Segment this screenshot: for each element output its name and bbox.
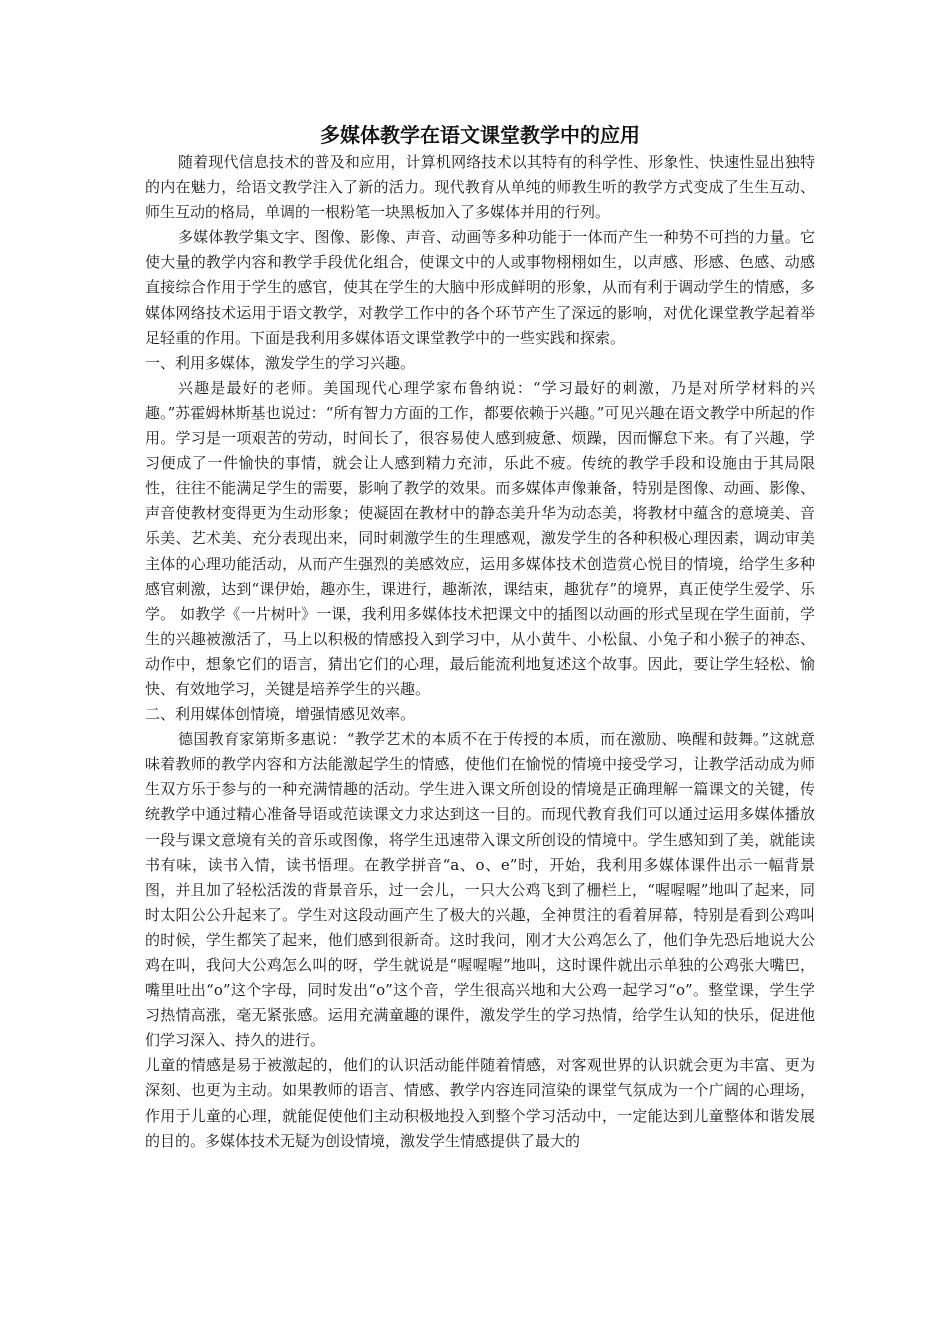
paragraph-children-emotion: 儿童的情感是易于被激起的，他们的认识活动能伴随着情感，对客观世界的认识就会更为丰富、更为深刻、也更为主动。如果教师的语言、情感、教学内容连同渲染的课堂气氛成为一个广阔的心理场，作用于儿童的心理，就能促使他们主动积极地投入到整个学习活动中，一定能达到儿童整体和谐发展的目的。多媒体技术无疑为创设情境，激发学生情感提供了最大的 <box>145 1056 815 1150</box>
document-title: 多媒体教学在语文课堂教学中的应用 <box>320 123 640 147</box>
document-body <box>145 120 815 1154</box>
paragraph-interest: 兴趣是最好的老师。美国现代心理学家布鲁纳说：“学习最好的刺激，乃是对所学材料的兴趣。”苏霍姆林斯基也说过：“所有智力方面的工作，都要依赖于兴趣。”可见兴趣在语文教学中所起的作用。学习是一项艰苦的劳动，时间长了，很容易使人感到疲惫、烦躁，因而懈怠下来。有了兴趣，学习便成了一件愉快的事情，就会让人感到精力充沛，乐此不疲。传统的教学手段和设施由于其局限性，往往不能满足学生的需要，影响了教学的效果。而多媒体声像兼备，特别是图像、动画、影像、声音使教材变得更为生动形象；使凝固在教材中的静态美升华为动态美，将教材中蕴含的意境美、音乐美、艺术美、充分表现出来，同时刺激学生的生理感观，激发学生的各种积极心理因素，调动审美主体的心理功能活动，从而产生强烈的美感效应，运用多媒体技术创造赏心悦目的情境，给学生多种感官刺激，达到“课伊始，趣亦生，课进行，趣渐浓，课结束，趣犹存”的境界，真正使学生爱学、乐学。 如教学《一片树叶》一课，我利用多媒体技术把课文中的插图以动画的形式呈现在学生面前，学生的兴趣被激活了，马上以积极的情感投入到学习中，从小黄牛、小松鼠、小兔子和小猴子的神态、动作中，想象它们的语言，猜出它们的心理，最后能流利地复述这个故事。因此，要让学生轻松、愉快、有效地学习，关键是培养学生的兴趣。 <box>145 378 815 698</box>
paragraph-situation: 德国教育家第斯多惠说：“教学艺术的本质不在于传授的本质，而在激励、唤醒和鼓舞。”这就意味着教师的教学内容和方法能激起学生的情感，使他们在愉悦的情境中接受学习，让教学活动成为师生双方乐于参与的一种充满情趣的活动。学生进入课文所创设的情境是正确理解一篇课文的关键，传统教学中通过精心准备导语或范读课文力求达到这一目的。而现代教育我们可以通过运用多媒体播放一段与课文意境有关的音乐或图像，将学生迅速带入课文所创设的情境中。学生感知到了美，就能读书有味，读书入情，读书悟理。在教学拼音“a、o、e”时，开始，我利用多媒体课件出示一幅背景图，并且加了轻松活泼的背景音乐，过一会儿，一只大公鸡飞到了栅栏上，“喔喔喔”地叫了起来，同时太阳公公升起来了。学生对这段动画产生了极大的兴趣，全神贯注的看着屏幕，特别是看到公鸡叫的时候，学生都笑了起来，他们感到很新奇。这时我问，刚才大公鸡怎么了，他们争先恐后地说大公鸡在叫，我问大公鸡怎么叫的呀，学生就说是“喔喔喔”地叫，这时课件就出示单独的公鸡张大嘴巴，嘴里吐出“o”这个字母，同时发出“o”这个音，学生很高兴地和大公鸡一起学习“o”。整堂课，学生学习热情高涨，毫无紧张感。运用充满童趣的课件，激发学生的学习热情，给学生认知的快乐，促进他们学习深入、持久的进行。 <box>145 730 815 1050</box>
paragraph-intro: 随着现代信息技术的普及和应用，计算机网络技术以其特有的科学性、形象性、快速性显出独特的内在魅力，给语文教学注入了新的活力。现代教育从单纯的师教生听的教学方式变成了生生互动、师生互动的格局，单调的一根粉笔一块黑板加入了多媒体并用的行列。 <box>145 153 815 222</box>
section-heading-2: 二、利用媒体创情境，增强情感见效率。 <box>145 705 416 724</box>
section-heading-1: 一、利用多媒体，激发学生的学习兴趣。 <box>145 353 416 372</box>
paragraph-multimedia-features: 多媒体教学集文字、图像、影像、声音、动画等多种功能于一体而产生一种势不可挡的力量。它使大量的教学内容和教学手段优化组合，使课文中的人或事物栩栩如生，以声感、形感、色感、动感直接综合作用于学生的感官，使其在学生的大脑中形成鲜明的形象，从而有利于调动学生的情感，多媒体网络技术运用于语文教学，对教学工作中的各个环节产生了深远的影响，对优化课堂教学起着举足轻重的作用。下面是我利用多媒体语文课堂教学中的一些实践和探索。 <box>145 228 815 347</box>
